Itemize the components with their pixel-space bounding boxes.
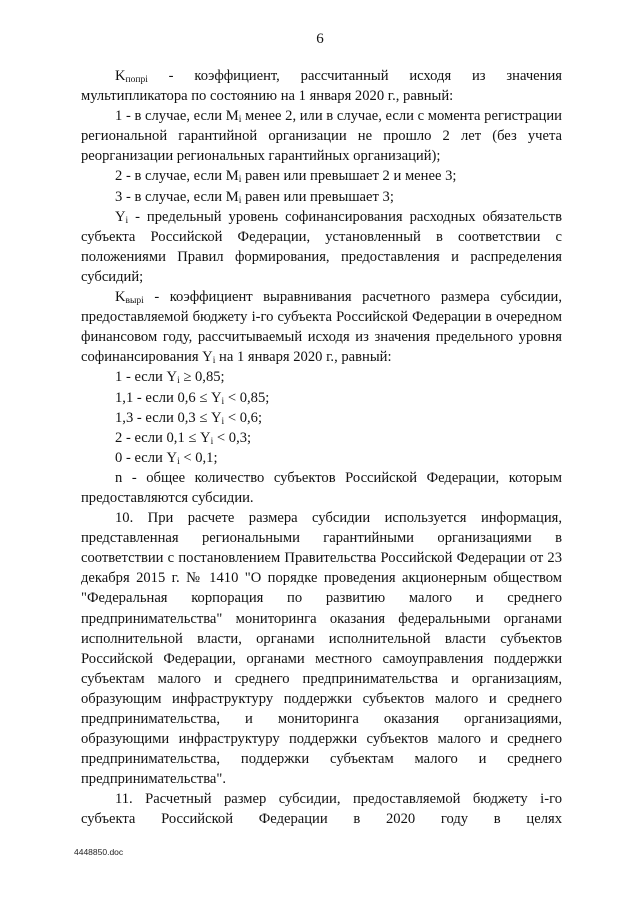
condition-sub: i bbox=[210, 436, 214, 447]
condition-sub: i bbox=[221, 416, 225, 427]
page-number: 6 bbox=[316, 31, 324, 47]
condition-post: ≥ 0,85; bbox=[179, 369, 225, 386]
case-2-sub: i bbox=[238, 175, 242, 186]
case-3 bbox=[81, 187, 562, 207]
k-vyr-text-sub: i bbox=[212, 356, 216, 367]
condition-pre: 0 - если Y bbox=[115, 449, 178, 466]
case-1-post: менее 2, или в случае, если с момента регистрации региональной гарантийной организации не прошло 2 лет (без учета реорганизации региональных гарантийных организаций); bbox=[81, 108, 562, 165]
paragraph-11: 11. Расчетный размер субсидии, предоставляемой бюджету i-го субъекта Российской Федерации в 2020 году в целях bbox=[81, 791, 562, 828]
y-symbol: Y bbox=[115, 208, 126, 225]
case-3-post: равен или превышает 3; bbox=[241, 188, 394, 205]
y-text: - предельный уровень софинансирования расходных обязательств субъекта Российской Федерации, установленный в соответствии с положениями Правил формирования, предоставления и распределения субсидий; bbox=[81, 208, 562, 285]
k-vyr-subscript: вырi bbox=[125, 296, 144, 307]
case-1-sub: i bbox=[238, 115, 242, 126]
k-vyr-symbol: K bbox=[115, 289, 126, 306]
condition-row bbox=[81, 448, 562, 468]
y-definition bbox=[81, 207, 562, 287]
condition-row bbox=[81, 428, 562, 448]
condition-sub: i bbox=[177, 456, 180, 467]
k-vyr-text: - коэффициент выравнивания расчетного размера субсидии, предоставляемой бюджету i-го субъекта Российской Федерации в очередном финансовом году, рассчитываемый исходя из значения предельного уровня софинансирования Y bbox=[81, 289, 562, 366]
condition-post: < 0,85; bbox=[224, 389, 270, 406]
condition-sub: i bbox=[177, 376, 180, 387]
condition-post: < 0,3; bbox=[213, 429, 252, 446]
case-3-pre: 3 - в случае, если M bbox=[115, 188, 239, 205]
condition-row bbox=[81, 367, 562, 387]
case-3-sub: i bbox=[238, 195, 242, 206]
condition-pre: 1,1 - если 0,6 ≤ Y bbox=[115, 389, 222, 406]
k-popr-subscript: попрi bbox=[125, 75, 148, 85]
file-name-footer: 4448850.doc bbox=[74, 847, 124, 857]
k-vyr-definition bbox=[81, 287, 562, 367]
n-definition: n - общее количество субъектов Российской Федерации, которым предоставляются субсидии. bbox=[81, 469, 562, 506]
condition-row bbox=[81, 388, 562, 408]
k-vyr-text-end: на 1 января 2020 г., равный: bbox=[215, 349, 392, 366]
case-2 bbox=[81, 166, 562, 186]
case-2-pre: 2 - в случае, если M bbox=[115, 168, 239, 185]
condition-post: < 0,1; bbox=[179, 449, 218, 466]
case-1-pre: 1 - в случае, если M bbox=[115, 108, 239, 125]
condition-sub: i bbox=[221, 396, 225, 407]
paragraph-10: 10. При расчете размера субсидии используется информация, представленная региональными гарантийными организациями в соответствии с постановлением Правительства Российской Федерации от 23 декабря 2015 г. № 1410 "О порядке проведения акционерным обществом "Федеральная корпорация по развитию малого и среднего предпринимательства" мониторинга оказания федеральными органами исполнительной власти, органами исполнительной власти субъектов Российской Федерации, органами местного самоуправления поддержки субъектам малого и среднего предпринимательства и организациям, образующим инфраструктуру поддержки субъектов малого и среднего предпринимательства, и мониторинга оказания организациями, образующими инфраструктуру поддержки субъектов малого и среднего предпринимательства, поддержки субъектам малого и среднего предпринимательства". bbox=[81, 510, 562, 788]
condition-row bbox=[81, 408, 562, 428]
document-body bbox=[81, 66, 562, 830]
k-popr-symbol: K bbox=[115, 68, 126, 84]
condition-post: < 0,6; bbox=[224, 409, 263, 426]
condition-pre: 1 - если Y bbox=[115, 369, 178, 386]
case-2-post: равен или превышает 2 и менее 3; bbox=[241, 168, 457, 185]
y-subscript: i bbox=[125, 215, 129, 226]
condition-pre: 1,3 - если 0,3 ≤ Y bbox=[115, 409, 222, 426]
case-1 bbox=[81, 106, 562, 166]
k-popr-definition bbox=[81, 66, 562, 106]
k-popr-text: - коэффициент, рассчитанный исходя из значения мультипликатора по состоянию на 1 января 2020 г., равный: bbox=[81, 68, 562, 105]
condition-pre: 2 - если 0,1 ≤ Y bbox=[115, 429, 211, 446]
